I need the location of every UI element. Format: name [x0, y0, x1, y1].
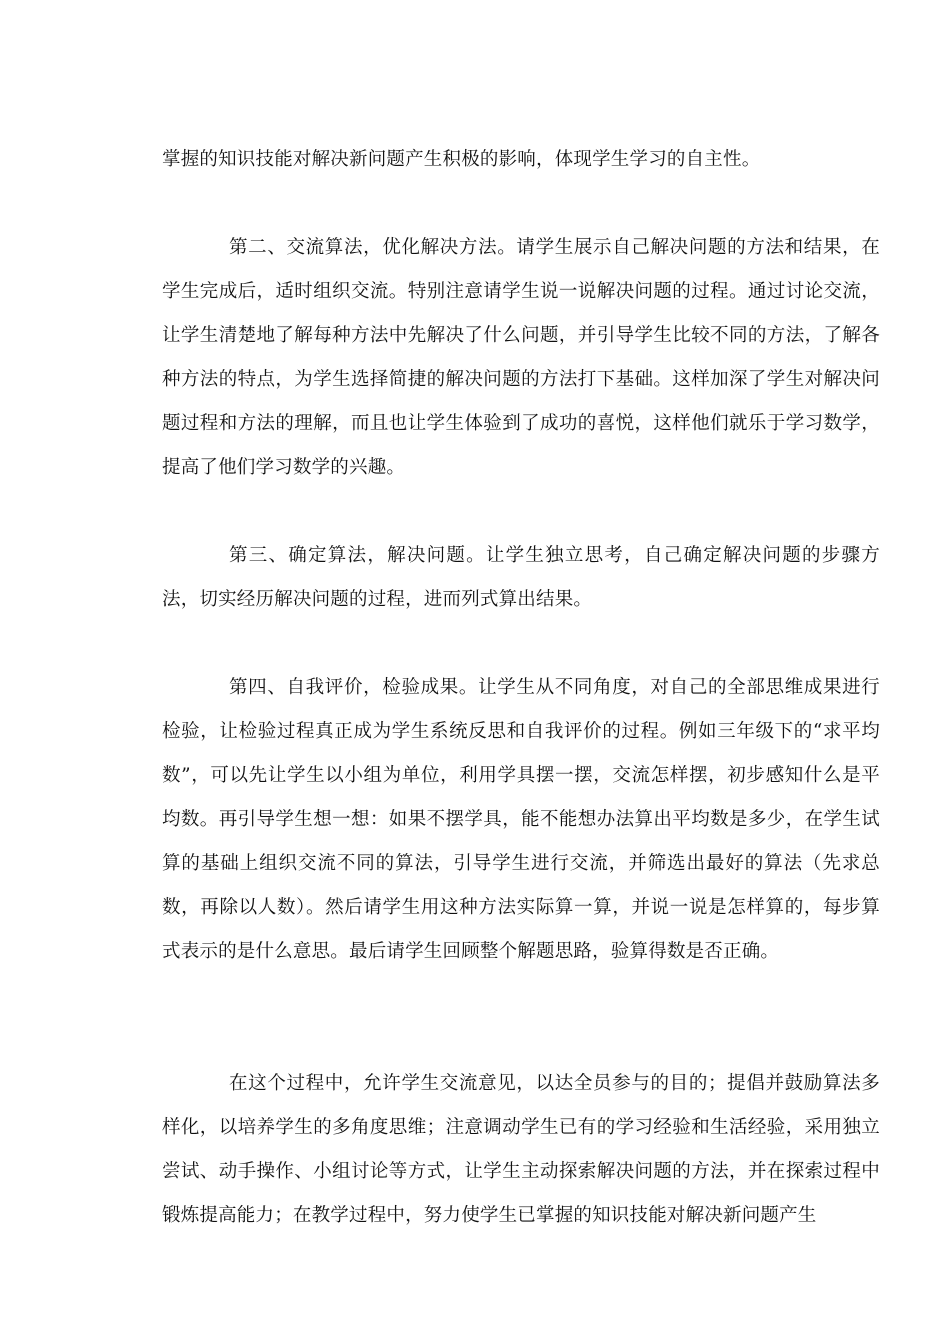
paragraph-step-three: 第三、确定算法，解决问题。让学生独立思考，自己确定解决问题的步骤方法，切实经历解决问题的过程，进而列式算出结果。	[162, 545, 880, 610]
paragraph-step-four: 第四、自我评价，检验成果。让学生从不同角度，对自己的全部思维成果进行检验，让检验过程真正成为学生系统反思和自我评价的过程。例如三年级下的“求平均数”，可以先让学生以小组为单位，利用学具摆一摆，交流怎样摆，初步感知什么是平均数。再引导学生想一想：如果不摆学具，能不能想办法算出平均数是多少，在学生试算的基础上组织交流不同的算法，引导学生进行交流，并筛选出最好的算法（先求总数，再除以人数）。然后请学生用这种方法实际算一算，并说一说是怎样算的，每步算式表示的是什么意思。最后请学生回顾整个解题思路，验算得数是否正确。	[162, 677, 880, 962]
paragraph-continuation: 掌握的知识技能对解决新问题产生积极的影响，体现学生学习的自主性。	[162, 149, 761, 170]
paragraph-step-two: 第二、交流算法，优化解决方法。请学生展示自己解决问题的方法和结果，在学生完成后，适时组织交流。特别注意请学生说一说解决问题的过程。通过讨论交流，让学生清楚地了解每种方法中先解决了什么问题，并引导学生比较不同的方法，了解各种方法的特点，为学生选择简捷的解决问题的方法打下基础。这样加深了学生对解决问题过程和方法的理解，而且也让学生体验到了成功的喜悦，这样他们就乐于学习数学，提高了他们学习数学的兴趣。	[162, 237, 880, 478]
paragraph-summary: 在这个过程中，允许学生交流意见，以达全员参与的目的；提倡并鼓励算法多样化，以培养学生的多角度思维；注意调动学生已有的学习经验和生活经验，采用独立尝试、动手操作、小组讨论等方式，让学生主动探索解决问题的方法，并在探索过程中锻炼提高能力；在教学过程中，努力使学生已掌握的知识技能对解决新问题产生	[162, 1073, 880, 1226]
